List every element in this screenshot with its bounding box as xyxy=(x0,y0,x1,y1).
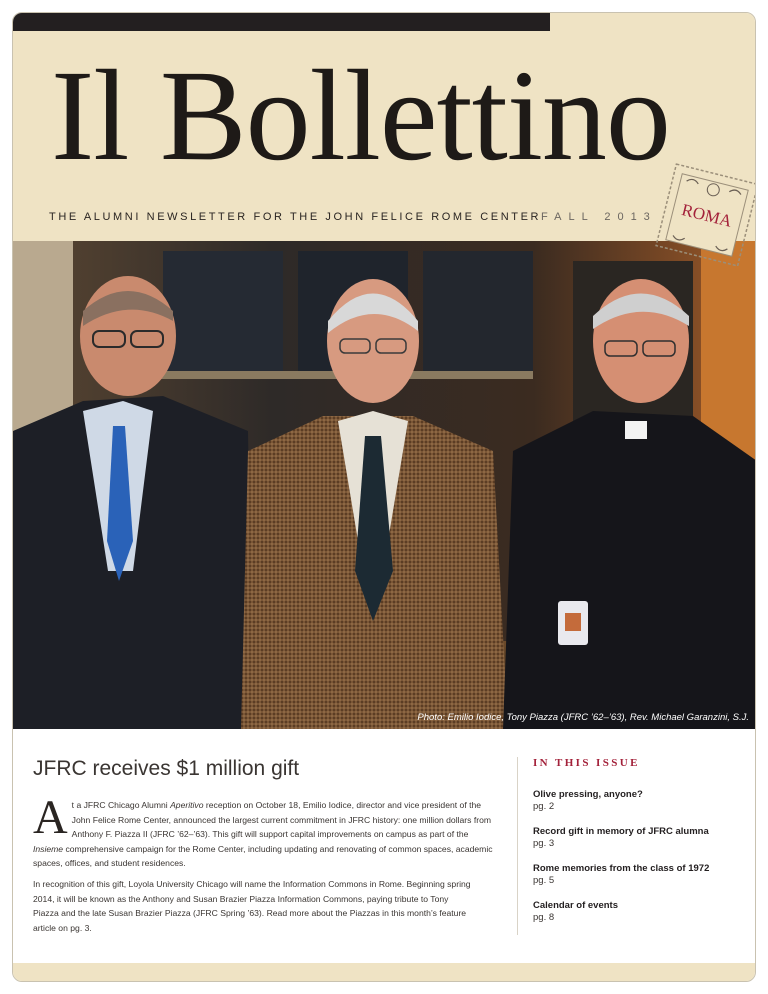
cover-photo xyxy=(13,241,756,729)
top-bar-light xyxy=(550,13,756,31)
newsletter-title: Il Bollettino xyxy=(51,44,670,188)
stamp-text: ROMA xyxy=(679,200,734,231)
content-area xyxy=(13,729,756,965)
toc-item[interactable] xyxy=(533,863,709,886)
toc-item[interactable] xyxy=(533,789,643,812)
article-headline: JFRC receives $1 million gift xyxy=(33,757,300,780)
article-paragraph-1: t a JFRC Chicago Alumni Aperitivo reception on October 18, Emilio Iodice, director and vice president of the John Felice Rome Center, announced the largest current commitment in JFRC history: one million dollars from Anthony F. Piazza II (JFRC ’62–’63). This gift will support capital improvements on campus as part of the Insieme comprehensive campaign for the Rome Center, including updating and renovating of common spaces, academic spaces, offices, and student residences. xyxy=(33,800,493,869)
toc-item-page: pg. 8 xyxy=(533,912,555,923)
newsletter-page xyxy=(12,12,756,982)
toc-item-title: Calendar of events xyxy=(533,900,618,911)
cover-photo-image xyxy=(13,241,756,729)
in-this-issue-sidebar xyxy=(533,757,743,923)
toc-item-page: pg. 5 xyxy=(533,875,555,886)
issue-date: FALL 2013 xyxy=(541,211,657,223)
article-paragraph-2: In recognition of this gift, Loyola University Chicago will name the Information Commons in Rome. Beginning spring 2014, it will be known as the Anthony and Susan Brazier Piazza Information Commons, paying tribute to Tony Piazza and the late Susan Brazier Piazza (JFRC Spring ’63). Read more about the Piazzas in this month’s feature article on pg. 3. xyxy=(33,879,471,933)
roma-stamp-logo xyxy=(655,163,756,267)
toc-item-page: pg. 2 xyxy=(533,801,555,812)
newsletter-tagline: THE ALUMNI NEWSLETTER FOR THE JOHN FELICE ROME CENTER xyxy=(49,211,542,223)
toc-item-title: Olive pressing, anyone? xyxy=(533,789,643,800)
toc-item-title: Rome memories from the class of 1972 xyxy=(533,863,710,874)
column-divider xyxy=(517,757,518,935)
top-bar-dark xyxy=(13,13,550,31)
toc-item[interactable] xyxy=(533,826,709,849)
toc-item-page: pg. 3 xyxy=(533,838,555,849)
footer-bar xyxy=(13,963,756,981)
masthead xyxy=(13,31,756,241)
toc-item[interactable] xyxy=(533,900,618,923)
article-lead xyxy=(33,791,498,871)
photo-caption: Photo: Emilio Iodice, Tony Piazza (JFRC ’62–’63), Rev. Michael Garanzini, S.J. xyxy=(417,712,749,723)
toc-item-title: Record gift in memory of JFRC alumna xyxy=(533,826,709,837)
sidebar-heading: IN THIS ISSUE xyxy=(533,757,640,769)
drop-cap: A xyxy=(33,791,68,844)
